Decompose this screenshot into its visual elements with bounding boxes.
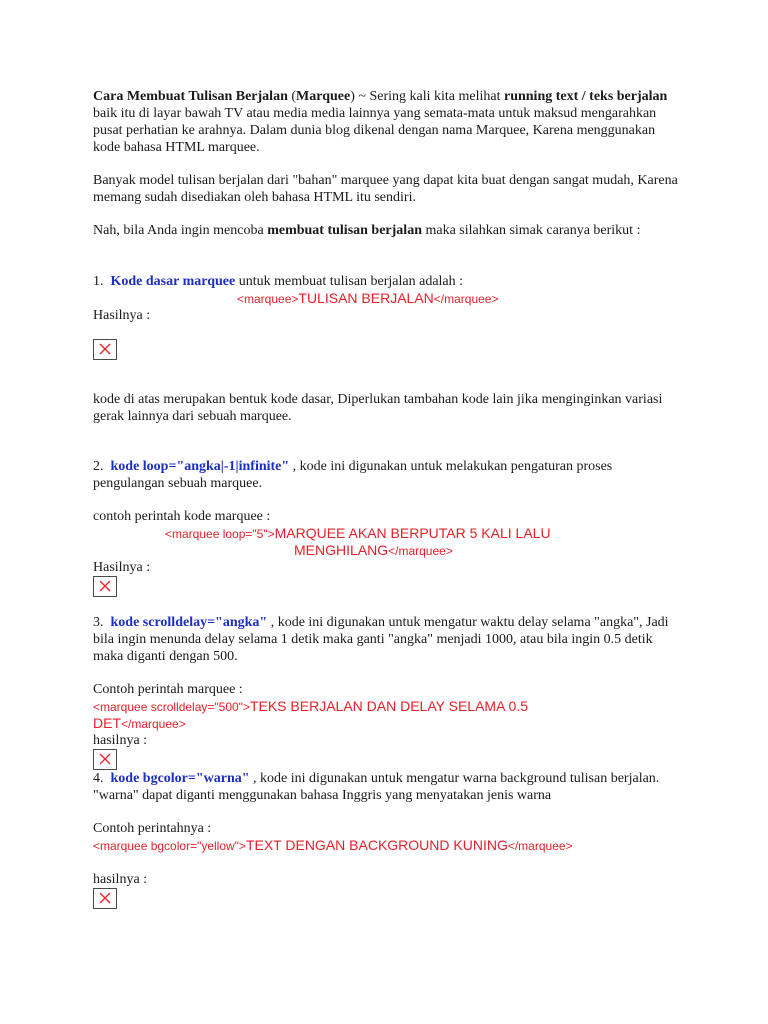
- item-4-heading: 4. kode bgcolor="warna" , kode ini digunakan untuk mengatur warna background tulisan berjalan. "warna" dapat diganti menggunakan bahasa Inggris yang menyatakan jenis warna: [93, 771, 660, 803]
- broken-image-icon: [93, 576, 117, 597]
- item-1-note: kode di atas merupakan bentuk kode dasar, Diperlukan tambahan kode lain jika menginginkan variasi gerak lainnya dari sebuah marquee.: [93, 392, 663, 424]
- intro-paragraph: Cara Membuat Tulisan Berjalan (Marquee) ~ Sering kali kita melihat running text / teks berjalan baik itu di layar bawah TV atau media media lainnya yang semata-mata untuk maksud mengarahkan pusat perhatian ke arahnya. Dalam dunia blog dikenal dengan nama Marquee, Karena menggunakan kode bahasa HTML marquee.: [93, 89, 668, 155]
- item-3-code-line-2: DET</marquee>: [93, 715, 186, 731]
- item-4-result-label: hasilnya :: [93, 872, 148, 887]
- intro-title: Cara Membuat Tulisan Berjalan: [93, 89, 288, 104]
- item-3-result-label: hasilnya :: [93, 733, 148, 748]
- intro-marquee-word: Marquee: [296, 89, 351, 104]
- broken-image-icon: [93, 749, 117, 770]
- item-1-heading: 1. Kode dasar marquee untuk membuat tulisan berjalan adalah :: [93, 274, 464, 289]
- item-2-keyword: kode loop="angka|-1|infinite": [110, 459, 290, 474]
- paragraph-3: Nah, bila Anda ingin mencoba membuat tulisan berjalan maka silahkan simak caranya berikut :: [93, 223, 641, 238]
- item-1-result-label: Hasilnya :: [93, 308, 151, 323]
- item-1-keyword: Kode dasar marquee: [110, 274, 236, 289]
- broken-image-icon: [93, 339, 117, 360]
- item-4-code: <marquee bgcolor="yellow">TEXT DENGAN BACKGROUND KUNING</marquee>: [93, 837, 573, 853]
- item-2-code-line-1: <marquee loop="5">MARQUEE AKAN BERPUTAR 5 KALI LALU: [165, 525, 551, 541]
- item-2-code-line-2: MENGHILANG</marquee>: [294, 542, 453, 558]
- paragraph-3-bold: membuat tulisan berjalan: [267, 223, 422, 238]
- item-2-example-label: contoh perintah kode marquee :: [93, 509, 271, 524]
- item-4-keyword: kode bgcolor="warna": [110, 771, 250, 786]
- item-3-code-line-1: <marquee scrolldelay="500">TEKS BERJALAN DAN DELAY SELAMA 0.5: [93, 698, 528, 714]
- item-3-keyword: kode scrolldelay="angka": [110, 615, 268, 630]
- item-2-heading: 2. kode loop="angka|-1|infinite" , kode ini digunakan untuk melakukan pengaturan proses pengulangan sebuah marquee.: [93, 459, 613, 491]
- item-2-result-label: Hasilnya :: [93, 560, 151, 575]
- intro-running-text: running text / teks berjalan: [503, 89, 668, 104]
- item-3-heading: 3. kode scrolldelay="angka" , kode ini digunakan untuk mengatur waktu delay selama "angka", Jadi bila ingin menunda delay selama 1 detik maka ganti "angka" menjadi 1000, atau bila ingin 0.5 detik maka diganti dengan 500.: [93, 615, 669, 664]
- item-1-code: <marquee>TULISAN BERJALAN</marquee>: [237, 290, 499, 306]
- item-3-example-label: Contoh perintah marquee :: [93, 682, 243, 697]
- item-4-example-label: Contoh perintahnya :: [93, 821, 212, 836]
- paragraph-2: Banyak model tulisan berjalan dari "bahan" marquee yang dapat kita buat dengan sangat mudah, Karena memang sudah disediakan oleh bahasa HTML itu sendiri.: [93, 173, 678, 205]
- broken-image-icon: [93, 888, 117, 909]
